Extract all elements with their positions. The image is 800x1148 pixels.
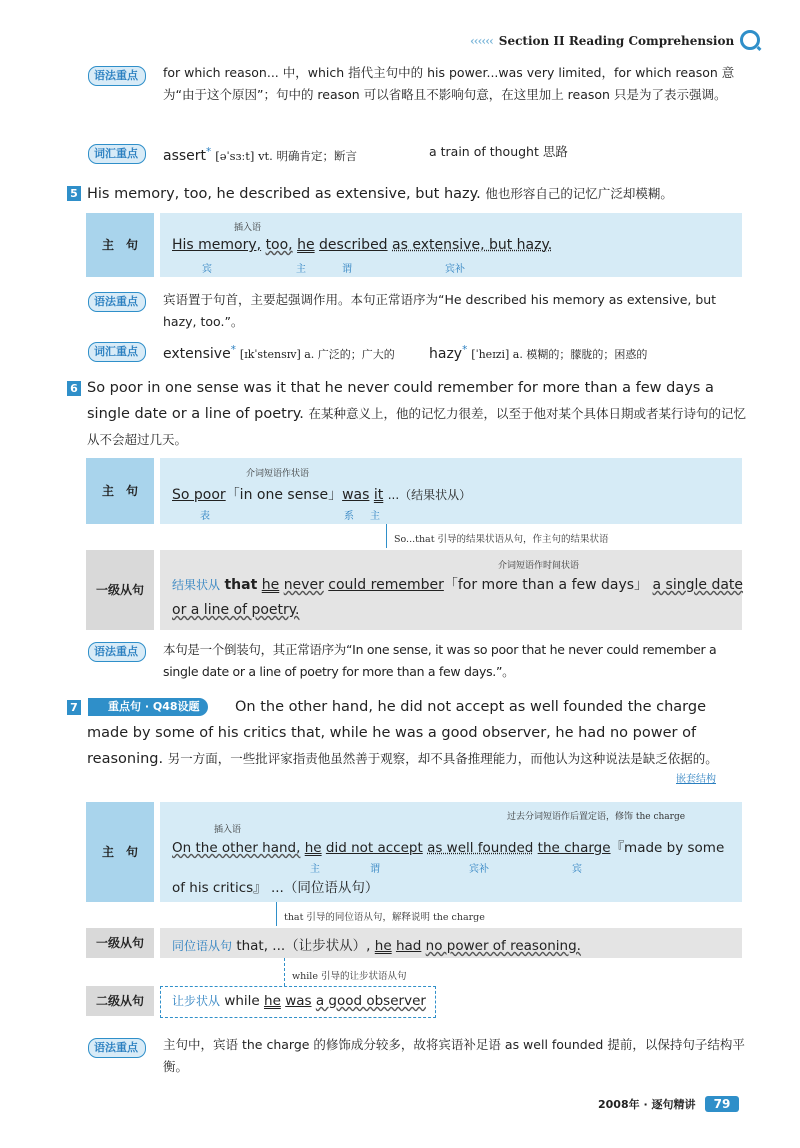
s7-pp-note: 过去分词短语作后置定语，修饰 the charge [507, 812, 686, 822]
s6-sub-line-1 [172, 574, 743, 594]
key-sentence-tag: 重点句 · Q48设题 [88, 698, 208, 716]
s6-w-line-of-poetry: or a line of poetry. [172, 602, 300, 618]
s5-main-label: 主 句 [86, 213, 154, 277]
s7-sub2-was: was [285, 993, 312, 1009]
s6-main-label: 主 句 [86, 458, 154, 524]
s5-vocab-line [163, 339, 763, 366]
s6-w-result: ...（结果状从） [387, 488, 472, 502]
s5-en-extensive: extensive [335, 186, 407, 202]
s5-w-complement: as extensive, but hazy. [392, 237, 553, 253]
s5-en-end: . [476, 186, 481, 202]
structure-tag: 嵌套结构 [676, 774, 716, 785]
s7-link2-arrow [284, 958, 285, 986]
s6-w-in-one-sense: 「in one sense」 [225, 487, 343, 503]
s6-sub-tag: 结果状从 [172, 578, 221, 592]
s7-sub2-obj: a good observer [315, 993, 426, 1009]
vocab-line [163, 141, 763, 167]
s5-vocab-star-2: * [462, 344, 468, 356]
running-header [470, 30, 770, 52]
s6-w-that: that [224, 577, 258, 593]
s5-w-too: too, [265, 237, 293, 253]
s5-role-obj: 宾 [202, 264, 212, 275]
s7-sub1-he: he [374, 938, 392, 954]
footer-text: 2008年 · 逐句精讲 [598, 1098, 696, 1111]
s5-main-line [172, 237, 552, 253]
s7-role-verb: 谓 [370, 864, 380, 875]
s7-main-line-2 [172, 876, 378, 896]
vocab-tag: 词汇重点 [88, 144, 146, 164]
s6-w-it: it [373, 487, 384, 503]
s7-en: On the other hand, he did not accept as well founded the charge made by some of his critics that, while he was a good observer, he had no power of reasoning. [87, 699, 706, 767]
s5-vocab-entry-2: [ˈheɪzi] a. 模糊的；朦胧的；困惑的 [471, 348, 648, 362]
s6-role-subj: 主 [370, 511, 380, 522]
s7-w-made-by: 『made by some [610, 840, 725, 856]
s5-role-subj: 主 [296, 264, 306, 275]
s7-main-line-1 [172, 836, 724, 856]
s5-zh: 他也形容自己的记忆广泛却模糊。 [485, 186, 673, 201]
s6-link-arrow [386, 524, 387, 548]
s7-zh: 另一方面，一些批评家指责他虽然善于观察，却不具备推理能力，而他认为这种说法是缺乏依据的。 [167, 751, 718, 766]
s6-main-line [172, 484, 471, 504]
sentence-number-7: 7 [67, 700, 81, 715]
sentence-number-5: 5 [67, 186, 81, 201]
s6-sub-line-2 [172, 602, 300, 618]
s5-role-verb: 谓 [342, 264, 352, 275]
s6-w-never: never [283, 577, 324, 593]
s7-role-complement: 宾补 [469, 864, 489, 875]
s7-sub1-line [172, 934, 581, 954]
s7-w-the-charge: the charge [537, 840, 611, 856]
s7-grammar-tag: 语法重点 [88, 1038, 146, 1058]
s5-en-pre: His memory, too, he described as [87, 186, 336, 202]
grammar-note: for which reason... 中，which 指代主句中的 his power...was very limited，for which reason 意为“由于这个原因”；句中的 reason 可以省略且不影响句意，在这里加上 reason 只是为了表示强调。 [163, 65, 735, 102]
s6-sub-note: 介词短语作时间状语 [498, 561, 580, 571]
s5-insert-note: 插入语 [234, 223, 262, 233]
chevron-arrows-icon: ‹‹‹‹‹‹ [470, 34, 493, 48]
s6-role-link: 系 [344, 511, 354, 522]
s6-w-could-remember: could remember [328, 577, 444, 593]
s5-w-his-memory: His memory, [172, 237, 262, 253]
s6-main-note: 介词短语作状语 [246, 469, 310, 479]
s7-sub2-line [172, 992, 426, 1009]
s5-grammar-note: 宾语置于句首，主要起强调作用。本句正常语序为“He described his memory as extensive, but hazy, too.”。 [163, 292, 717, 329]
s7-role-obj: 宾 [572, 864, 582, 875]
s7-role-subj: 主 [310, 864, 320, 875]
s5-en-mid: , but [406, 186, 444, 202]
s5-role-complement: 宾补 [445, 264, 465, 275]
s7-link2-note: while 引导的让步状语从句 [292, 971, 407, 982]
s6-w-he: he [261, 577, 280, 593]
s5-grammar-tag: 语法重点 [88, 292, 146, 312]
sentence-5 [87, 181, 767, 207]
s6-en: So poor in one sense was it that he never could remember for more than a few days a single date or a line of poetry. [87, 380, 714, 422]
s6-link-note: So...that 引导的结果状语从句，作主句的结果状语 [394, 534, 609, 545]
s5-vocab-extensive: extensive [163, 346, 231, 363]
s7-w-of-his-critics: of his critics』 ...（同位语从句） [172, 880, 379, 896]
header-title: Section II Reading Comprehension [498, 34, 735, 48]
s6-w-so-poor: So poor [172, 487, 226, 503]
s6-zh: 在某种意义上，他的记忆力很差，以至于他对某个具体日期或者某行诗句的记忆从不会超过几天。 [87, 406, 747, 447]
s6-grammar-note: 本句是一个倒装句，其正常语序为“In one sense, it was so poor that he never could remember a single date or a line of poetry for more than a few days.”。 [163, 642, 717, 679]
s7-sub1-label: 一级从句 [86, 928, 154, 958]
s7-sub2-tag: 让步状从 [172, 994, 221, 1008]
s7-w-well-founded: as well founded [427, 840, 534, 856]
s6-grammar-tag: 语法重点 [88, 642, 146, 662]
s6-w-for-more: 「for more than a few days」 [443, 577, 649, 593]
s7-link1-arrow [276, 902, 277, 926]
s7-w-he: he [304, 840, 322, 856]
s7-main-label: 主 句 [86, 802, 154, 902]
s6-role-pred: 表 [200, 511, 210, 522]
page-number: 79 [705, 1096, 739, 1112]
vocab-entry: [əˈsɜːt] vt. 明确肯定；断言 [215, 149, 357, 164]
s7-link1-note: that 引导的同位语从句，解释说明 the charge [284, 912, 485, 923]
s5-vocab-star-1: * [230, 344, 236, 356]
sentence-6 [87, 375, 747, 453]
s7-w-did-not-accept: did not accept [325, 840, 423, 856]
s7-sub1-had: had [395, 938, 422, 954]
vocab-word: assert [163, 148, 207, 165]
vocab-star: * [206, 146, 212, 158]
s5-en-hazy: hazy [443, 186, 477, 202]
s7-sub2-while: while [224, 993, 260, 1009]
s7-sub1-that: that, ...（让步状从）, [236, 938, 371, 954]
s6-sub-label: 一级从句 [86, 550, 154, 630]
s7-sub2-label: 二级从句 [86, 986, 154, 1016]
sentence-number-6: 6 [67, 381, 81, 396]
s5-w-described: described [319, 237, 388, 253]
s5-vocab-hazy: hazy [429, 346, 463, 363]
s5-vocab-tag: 词汇重点 [88, 342, 146, 362]
s7-insert-note: 插入语 [214, 825, 242, 835]
s7-sub2-he: he [264, 993, 281, 1009]
sentence-7 [87, 694, 747, 772]
s7-w-other-hand: On the other hand, [172, 840, 301, 856]
s6-w-was: was [342, 487, 370, 503]
vocab-phrase: a train of thought 思路 [429, 144, 568, 159]
s5-w-he: he [297, 237, 315, 253]
s5-vocab-entry-1: [ɪkˈstensɪv] a. 广泛的；广大的 [239, 348, 395, 362]
s7-grammar-note: 主句中，宾语 the charge 的修饰成分较多，故将宾语补足语 as well founded 提前，以保持句子结构平衡。 [163, 1037, 745, 1074]
grammar-tag: 语法重点 [88, 66, 146, 86]
s7-sub1-obj: no power of reasoning. [425, 938, 581, 954]
magnifier-icon [740, 30, 760, 50]
s6-w-single-date: a single date [652, 577, 744, 593]
s7-sub1-tag: 同位语从句 [172, 939, 233, 953]
